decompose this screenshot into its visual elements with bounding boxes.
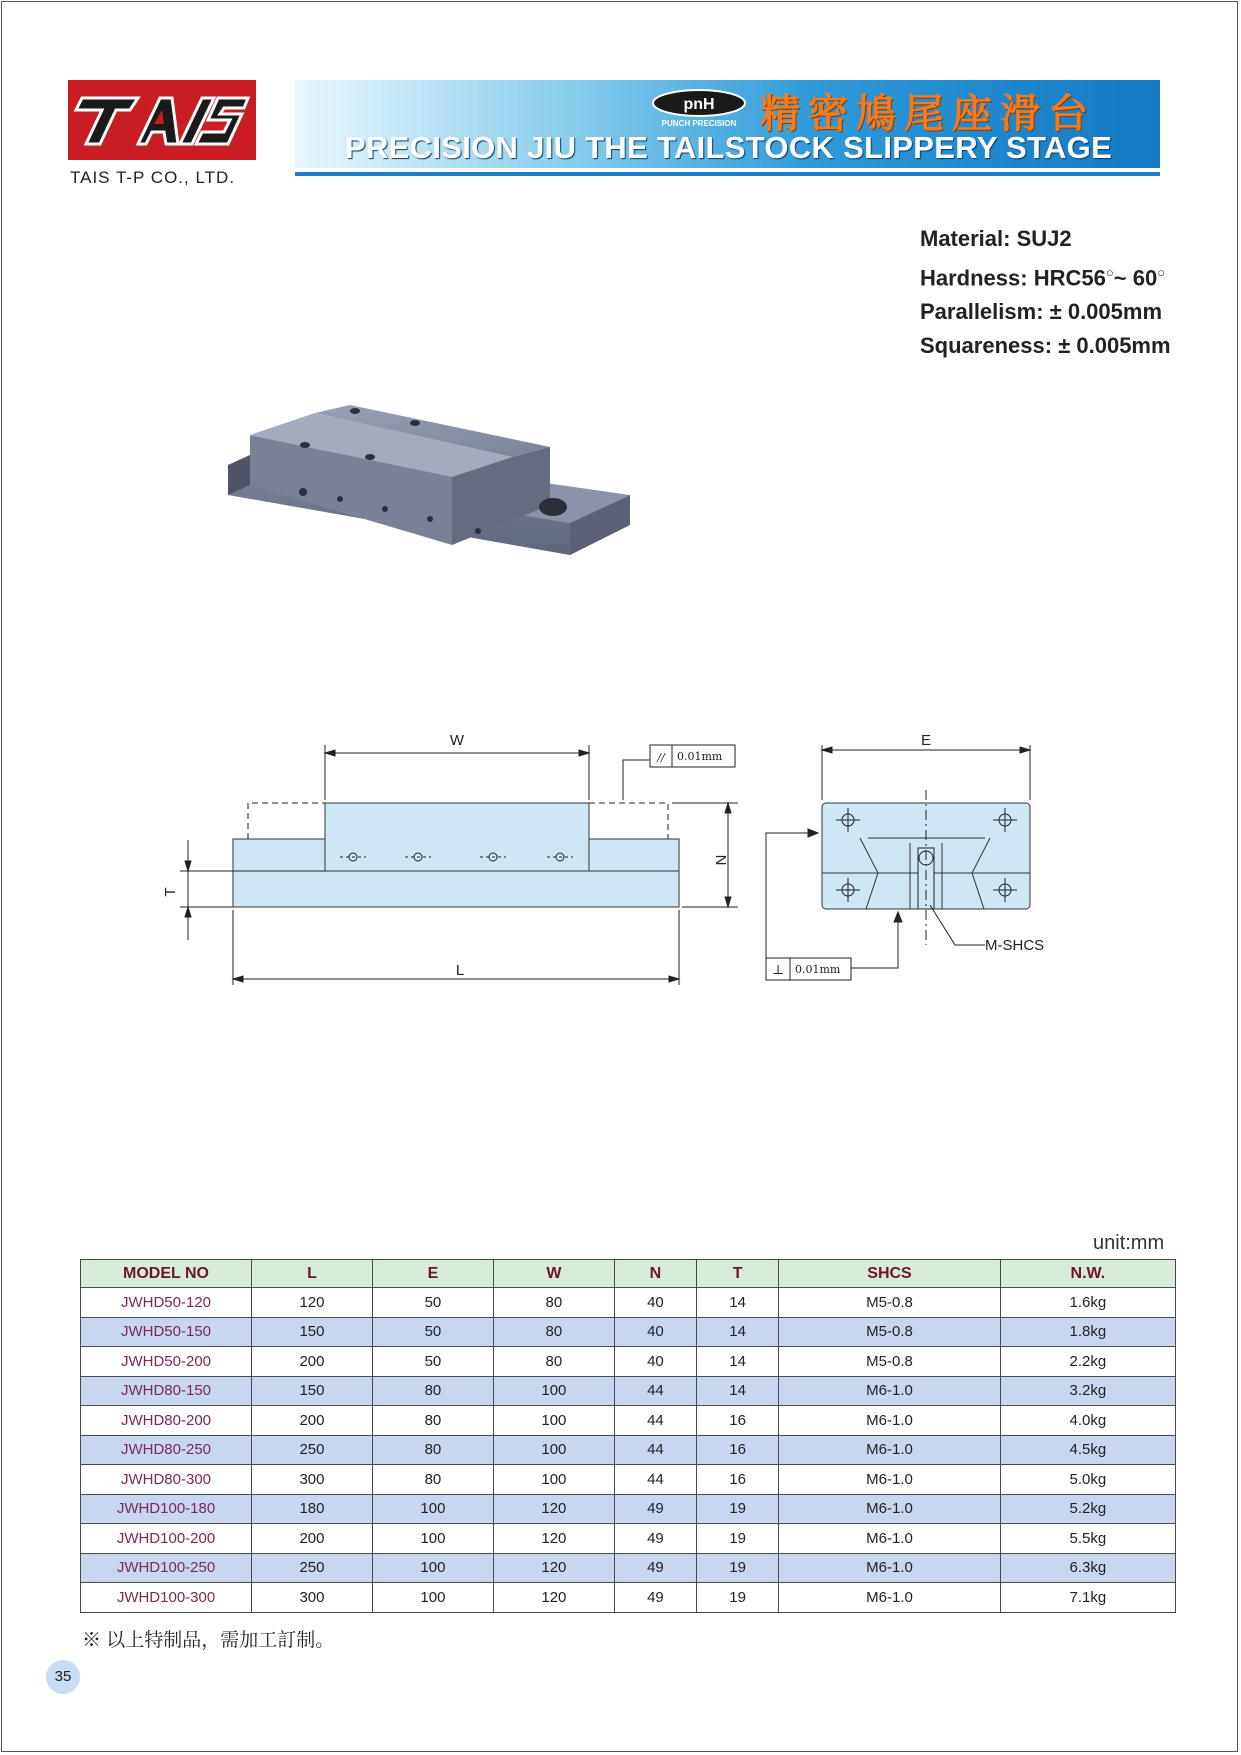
- table-row: [81, 1317, 1176, 1347]
- parallel-symbol: //: [657, 751, 665, 764]
- table-row: [81, 1465, 1176, 1495]
- table-cell: 80: [372, 1465, 493, 1495]
- cell-model: JWHD100-300: [81, 1583, 252, 1613]
- table-row: [81, 1376, 1176, 1406]
- table-cell: 16: [697, 1435, 779, 1465]
- spec-table: [80, 1259, 1176, 1613]
- table-cell: 40: [614, 1288, 696, 1318]
- table-cell: M5-0.8: [779, 1317, 1001, 1347]
- cell-model: JWHD80-250: [81, 1435, 252, 1465]
- table-cell: 300: [252, 1583, 373, 1613]
- squareness-value: ± 0.005mm: [1058, 333, 1171, 359]
- table-cell: M6-1.0: [779, 1524, 1001, 1554]
- table-cell: 50: [372, 1288, 493, 1318]
- company-name: TAIS T-P CO., LTD.: [70, 168, 236, 187]
- perpendicular-tolerance: 0.01mm: [795, 963, 841, 976]
- table-cell: 49: [614, 1553, 696, 1583]
- page-number: 35: [46, 1660, 80, 1694]
- table-cell: 19: [697, 1524, 779, 1554]
- table-cell: 80: [372, 1376, 493, 1406]
- table-cell: 19: [697, 1494, 779, 1524]
- table-cell: 2.2kg: [1000, 1347, 1175, 1377]
- table-cell: 120: [252, 1288, 373, 1318]
- table-cell: 5.2kg: [1000, 1494, 1175, 1524]
- table-cell: 300: [252, 1465, 373, 1495]
- table-cell: 49: [614, 1583, 696, 1613]
- table-cell: 16: [697, 1406, 779, 1436]
- table-cell: 4.0kg: [1000, 1406, 1175, 1436]
- screw-label: M-SHCS: [985, 937, 1045, 954]
- table-cell: 49: [614, 1524, 696, 1554]
- table-row: [81, 1583, 1176, 1613]
- parallel-tolerance: 0.01mm: [677, 750, 723, 763]
- table-header-row: [81, 1260, 1176, 1288]
- unit-label: unit:mm: [1093, 1232, 1165, 1254]
- table-cell: M6-1.0: [779, 1435, 1001, 1465]
- parallelism-label: Parallelism:: [920, 299, 1044, 325]
- table-cell: 120: [493, 1553, 614, 1583]
- table-cell: 150: [252, 1376, 373, 1406]
- table-cell: 200: [252, 1406, 373, 1436]
- table-cell: 40: [614, 1317, 696, 1347]
- table-cell: 80: [493, 1288, 614, 1318]
- table-cell: 100: [493, 1435, 614, 1465]
- table-cell: 200: [252, 1347, 373, 1377]
- hardness-value-a: HRC56: [1033, 265, 1106, 291]
- cell-model: JWHD80-300: [81, 1465, 252, 1495]
- title-english: PRECISION JIU THE TAILSTOCK SLIPPERY STAGE: [345, 130, 1113, 165]
- table-cell: 44: [614, 1435, 696, 1465]
- table-cell: 100: [372, 1553, 493, 1583]
- table-cell: 250: [252, 1435, 373, 1465]
- table-row: [81, 1435, 1176, 1465]
- table-cell: 80: [493, 1317, 614, 1347]
- table-cell: 1.6kg: [1000, 1288, 1175, 1318]
- table-cell: M6-1.0: [779, 1406, 1001, 1436]
- table-row: [81, 1347, 1176, 1377]
- table-cell: M5-0.8: [779, 1347, 1001, 1377]
- table-row: [81, 1494, 1176, 1524]
- header-n: N: [614, 1260, 696, 1288]
- table-cell: 50: [372, 1317, 493, 1347]
- hardness-sep: ~: [1113, 265, 1127, 291]
- table-cell: M6-1.0: [779, 1583, 1001, 1613]
- table-cell: 49: [614, 1494, 696, 1524]
- table-cell: 150: [252, 1317, 373, 1347]
- parallelism-value: ± 0.005mm: [1049, 299, 1163, 325]
- table-cell: 120: [493, 1583, 614, 1613]
- dim-t-label: T: [162, 887, 179, 897]
- cell-model: JWHD100-250: [81, 1553, 252, 1583]
- table-cell: 80: [493, 1347, 614, 1377]
- table-cell: 80: [372, 1406, 493, 1436]
- degree-symbol: ○: [1157, 265, 1166, 280]
- table-cell: 100: [372, 1524, 493, 1554]
- squareness-label: Squareness:: [920, 333, 1053, 359]
- badge-text: pnH: [683, 96, 715, 113]
- table-cell: 5.5kg: [1000, 1524, 1175, 1554]
- cell-model: JWHD100-200: [81, 1524, 252, 1554]
- degree-symbol: ○: [1105, 265, 1114, 280]
- hardness-label: Hardness:: [920, 265, 1028, 291]
- dim-e-label: E: [920, 732, 932, 749]
- table-cell: 14: [697, 1347, 779, 1377]
- hardness-value-b: 60: [1132, 265, 1158, 291]
- table-row: [81, 1553, 1176, 1583]
- header-w: W: [493, 1260, 614, 1288]
- table-cell: 50: [372, 1347, 493, 1377]
- dim-w-label: W: [449, 732, 465, 749]
- table-cell: 100: [372, 1494, 493, 1524]
- dim-n-label: N: [712, 854, 729, 866]
- table-cell: M6-1.0: [779, 1376, 1001, 1406]
- table-cell: 200: [252, 1524, 373, 1554]
- table-cell: 180: [252, 1494, 373, 1524]
- dim-l-label: L: [455, 962, 465, 979]
- table-cell: 80: [372, 1435, 493, 1465]
- perpendicular-symbol: ⊥: [771, 963, 785, 978]
- table-cell: 100: [493, 1465, 614, 1495]
- table-row: [81, 1288, 1176, 1318]
- table-cell: 5.0kg: [1000, 1465, 1175, 1495]
- table-cell: 100: [372, 1583, 493, 1613]
- table-cell: M6-1.0: [779, 1553, 1001, 1583]
- table-cell: 120: [493, 1494, 614, 1524]
- header-t: T: [697, 1260, 779, 1288]
- material-value: SUJ2: [1016, 226, 1072, 251]
- table-cell: 16: [697, 1465, 779, 1495]
- table-cell: 44: [614, 1376, 696, 1406]
- table-cell: 250: [252, 1553, 373, 1583]
- table-cell: 7.1kg: [1000, 1583, 1175, 1613]
- table-cell: 14: [697, 1288, 779, 1318]
- header-nw: N.W.: [1000, 1260, 1175, 1288]
- table-cell: 40: [614, 1347, 696, 1377]
- table-cell: M6-1.0: [779, 1494, 1001, 1524]
- table-cell: 14: [697, 1317, 779, 1347]
- material-label: Material:: [920, 226, 1011, 251]
- cell-model: JWHD80-200: [81, 1406, 252, 1436]
- cell-model: JWHD80-150: [81, 1376, 252, 1406]
- table-cell: 120: [493, 1524, 614, 1554]
- table-cell: 100: [493, 1406, 614, 1436]
- custom-order-note: ※ 以上特制品，需加工訂制。: [82, 1630, 335, 1651]
- table-cell: 100: [493, 1376, 614, 1406]
- table-cell: M6-1.0: [779, 1465, 1001, 1495]
- cell-model: JWHD50-150: [81, 1317, 252, 1347]
- header-model: MODEL NO: [81, 1260, 252, 1288]
- table-row: [81, 1406, 1176, 1436]
- badge-subtext: PUNCH PRECISION: [661, 119, 737, 128]
- table-cell: 6.3kg: [1000, 1553, 1175, 1583]
- table-cell: 44: [614, 1406, 696, 1436]
- cell-model: JWHD100-180: [81, 1494, 252, 1524]
- cell-model: JWHD50-200: [81, 1347, 252, 1377]
- header-e: E: [372, 1260, 493, 1288]
- table-cell: 19: [697, 1583, 779, 1613]
- header-shcs: SHCS: [779, 1260, 1001, 1288]
- table-body: [81, 1288, 1176, 1613]
- table-cell: 44: [614, 1465, 696, 1495]
- table-cell: 3.2kg: [1000, 1376, 1175, 1406]
- table-cell: 4.5kg: [1000, 1435, 1175, 1465]
- cell-model: JWHD50-120: [81, 1288, 252, 1318]
- table-cell: 14: [697, 1376, 779, 1406]
- table-cell: 19: [697, 1553, 779, 1583]
- title-chinese: 精密鳩尾座滑台: [760, 90, 1096, 137]
- header-l: L: [252, 1260, 373, 1288]
- table-cell: 1.8kg: [1000, 1317, 1175, 1347]
- table-row: [81, 1524, 1176, 1554]
- table-cell: M5-0.8: [779, 1288, 1001, 1318]
